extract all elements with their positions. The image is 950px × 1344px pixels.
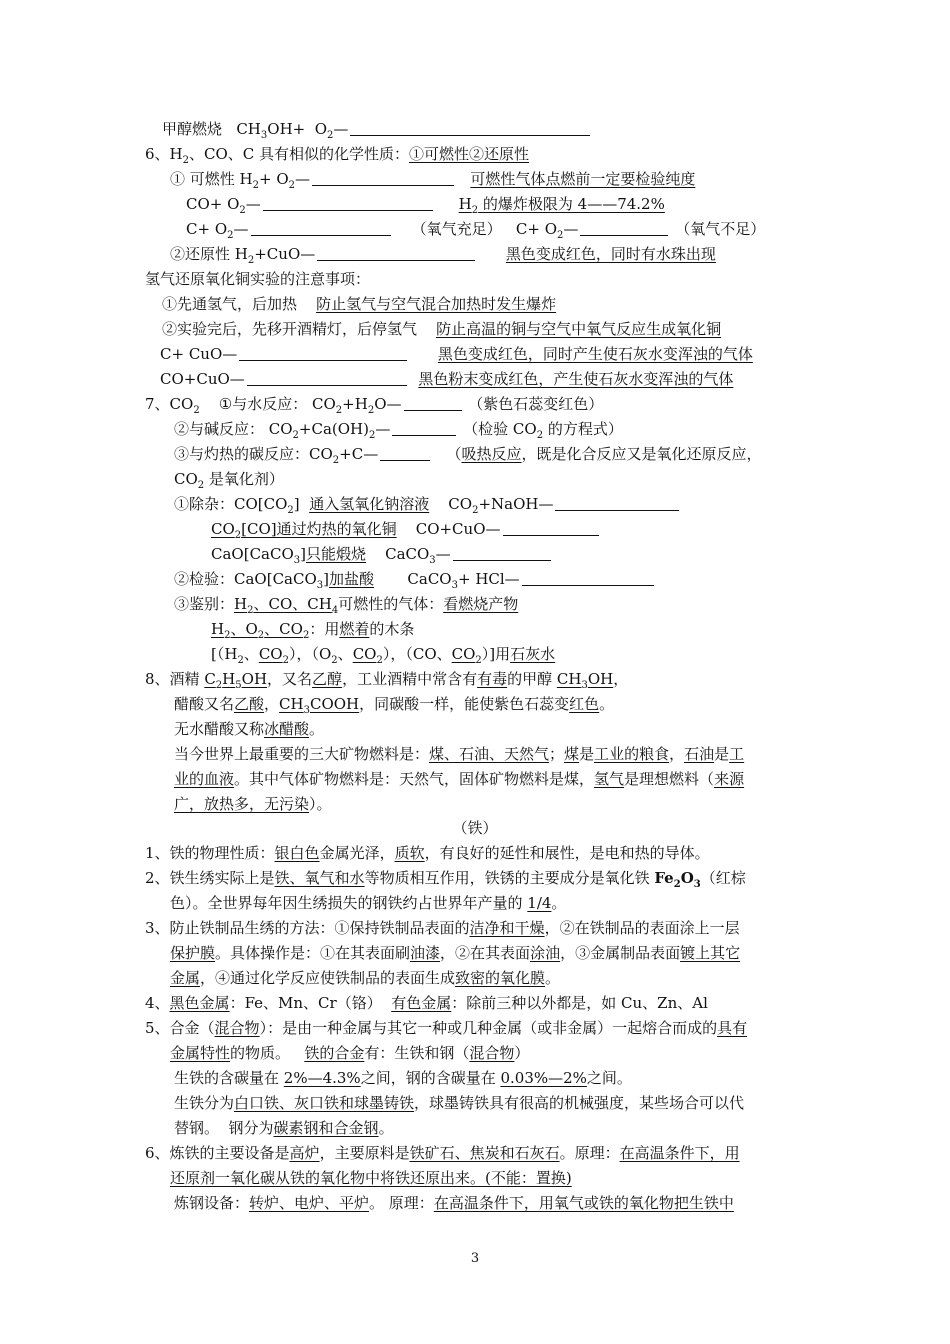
methanol-line bbox=[162, 119, 592, 139]
iron-text: 金属光泽， bbox=[319, 844, 395, 862]
iron-text: ：Fe、Mn、Cr（铬） bbox=[229, 994, 382, 1012]
item6-properties: ①可燃性②还原性 bbox=[409, 145, 530, 163]
answer-blank bbox=[317, 246, 475, 261]
impurity-label-3: CaO[CaCO$_3$] bbox=[211, 545, 306, 566]
test-method: 加盐酸 bbox=[329, 570, 375, 588]
iron-item-5-cont bbox=[170, 1043, 529, 1063]
identify-line-3 bbox=[211, 644, 555, 664]
identify-method-2a: ：用 bbox=[309, 620, 340, 638]
precaution-1-reason: 防止氢气与空气混合加热时发生爆炸 bbox=[316, 295, 557, 313]
iron-text: 2、铁生绣实际上是 bbox=[145, 869, 275, 887]
ideal-fuel-reason: 来源 bbox=[714, 770, 745, 788]
c-cuo-equation: C+ CuO— bbox=[160, 345, 238, 363]
iron-item-5 bbox=[145, 1018, 747, 1038]
rust-ratio: 1/4 bbox=[527, 894, 552, 912]
precaution-2-text: ②实验完后，先移开酒精灯，后停氢气 bbox=[162, 320, 418, 338]
combustibility-line bbox=[170, 169, 695, 189]
ethanol-formula: $C_2H_5OH$ bbox=[204, 670, 268, 691]
oil-desc: 业的血液 bbox=[174, 770, 235, 788]
carbon-reaction-line-2 bbox=[174, 469, 284, 489]
iron-text: 。 bbox=[551, 894, 567, 912]
oxygen-insufficient: （氧气不足） bbox=[675, 220, 766, 238]
answer-blank bbox=[312, 171, 454, 186]
identify-label: ③鉴别： bbox=[174, 595, 235, 613]
ironmaking-principle: 还原剂一氧化碳从铁的氧化物中将铁还原出来。(不能：置换) bbox=[170, 1169, 572, 1187]
answer-blank bbox=[503, 521, 599, 536]
identify-method-2b: 燃着 bbox=[339, 620, 370, 638]
fuels-line-3 bbox=[174, 794, 332, 814]
iron-text: 生铁的含碳量在 bbox=[174, 1069, 284, 1087]
raw-materials: 铁矿石、焦炭和石灰石 bbox=[409, 1144, 560, 1162]
fuels-text: 是理想燃料（ bbox=[624, 770, 715, 788]
impurity-eq-3: CaCO$_3$— bbox=[385, 545, 451, 566]
item6-text: 6、$H_2$、CO、C 具有相似的化学性质： bbox=[145, 145, 410, 166]
paint-word: 油漆 bbox=[410, 944, 441, 962]
iron-text: 。 原理： bbox=[369, 1194, 434, 1212]
pig-iron-kinds: 白口铁、灰口铁和球墨铸铁 bbox=[234, 1094, 415, 1112]
methanol-reactants: $CH_3OH+$ $O_2—$ bbox=[236, 120, 349, 141]
acetic-text: ， bbox=[264, 695, 280, 713]
iron-item-3-cont bbox=[170, 943, 740, 963]
glacial-acetic-name: 冰醋酸 bbox=[264, 720, 310, 738]
answer-blank bbox=[522, 571, 654, 586]
identify-gases-2: $H_2$、$O_2$、$CO_2$ bbox=[211, 620, 310, 641]
precaution-2-reason: 防止高温的铜与空气中氧气反应生成氧化铜 bbox=[436, 320, 722, 338]
fuels-text: 。其中气体矿物燃料是：天然气，固体矿物燃料是煤， bbox=[234, 770, 595, 788]
acetic-name: 乙酸 bbox=[234, 695, 265, 713]
iron-text: ） bbox=[514, 1044, 530, 1062]
impurity-line-2 bbox=[211, 519, 601, 539]
mixture-word: 混合物 bbox=[469, 1044, 515, 1062]
iron-item-1 bbox=[145, 843, 710, 863]
iron-text: 。具体操作是：①在其表面刷 bbox=[215, 944, 411, 962]
co-o2-equation: $CO+ O_2—$ bbox=[186, 195, 261, 216]
rust-cause: 铁、氧气和水 bbox=[274, 869, 365, 887]
iron-alloy: 铁的合金 bbox=[304, 1044, 365, 1062]
iron-text: ，④通过化学反应使铁制品的表面生成 bbox=[200, 969, 456, 987]
identify-line-1 bbox=[174, 594, 518, 614]
test-label: ②检验：CaO[CaCO$_3$] bbox=[174, 570, 329, 591]
pig-iron-carbon: 2%—4.3% bbox=[283, 1069, 361, 1087]
water-reaction: ①与水反应： $CO_2+H_2O—$ bbox=[218, 395, 402, 416]
three-fuels: 煤、石油、天然气 bbox=[429, 745, 550, 763]
answer-blank bbox=[380, 446, 430, 461]
base-reaction-line bbox=[174, 419, 623, 439]
base-note: （检验 $CO_2$ 的方程式） bbox=[463, 420, 623, 441]
iron-text: 1、铁的物理性质： bbox=[145, 844, 275, 862]
impurity-eq-2: CO+CuO— bbox=[415, 520, 501, 538]
precaution-1 bbox=[162, 294, 556, 314]
co-cuo-line bbox=[160, 369, 733, 389]
c-o2-line bbox=[186, 219, 765, 239]
c-cuo-observation: 黑色变成红色，同时产生使石灰水变浑浊的气体 bbox=[437, 345, 753, 363]
test-eq: CaCO$_3$+ HCl— bbox=[407, 570, 520, 591]
iron-text: 4、 bbox=[145, 994, 170, 1012]
carbon-note-text: ，既是化合反应又是氧化还原反应， bbox=[521, 445, 762, 463]
fuels-line-1 bbox=[174, 744, 744, 764]
item7-label: 7、$CO_2$ bbox=[145, 395, 200, 416]
answer-blank bbox=[404, 396, 462, 411]
identify-gases: $H_2$、CO、$CH_4$ bbox=[234, 595, 339, 616]
co-o2-line bbox=[186, 194, 665, 214]
fuels-line-2 bbox=[174, 769, 744, 789]
iron-text: 有：生铁和钢（ bbox=[364, 1044, 470, 1062]
co-cuo-observation: 黑色粉末变成红色，产生使石灰水变浑浊的气体 bbox=[418, 370, 734, 388]
answer-blank bbox=[453, 546, 551, 561]
co-cuo-equation: CO+CuO— bbox=[160, 370, 245, 388]
iron-text: 6、炼铁的主要设备是 bbox=[145, 1144, 290, 1162]
identify-method: 看燃烧产物 bbox=[443, 595, 519, 613]
answer-blank bbox=[392, 421, 456, 436]
red-word: 红色 bbox=[569, 695, 600, 713]
alcohol-text: 8、酒精 bbox=[145, 670, 205, 688]
carbon-note-endothermic: 吸热反应 bbox=[461, 445, 522, 463]
iron-kinds-line bbox=[174, 1093, 744, 1113]
iron-text: 的物质。 bbox=[230, 1044, 291, 1062]
identify-mid: 可燃性的气体： bbox=[338, 595, 444, 613]
alcohol-text: ，工业酒精中常含有 bbox=[342, 670, 478, 688]
iron-carbon-line bbox=[174, 1068, 632, 1088]
fuels-text: 是 bbox=[579, 745, 595, 763]
iron-text: ，③金属制品表面 bbox=[560, 944, 681, 962]
iron-item-6-cont bbox=[170, 1168, 572, 1188]
impurity-method-1: 通入氢氧化钠溶液 bbox=[309, 495, 430, 513]
answer-blank bbox=[580, 221, 668, 236]
steelmaking-line bbox=[174, 1193, 734, 1213]
reducibility-label: ②还原性 $H_2+CuO—$ bbox=[170, 245, 316, 266]
acetic-text: 。 bbox=[599, 695, 615, 713]
plating-word: 金属 bbox=[170, 969, 201, 987]
identify-groups: [（$H_2$、$CO_2$），（$O_2$、$CO_2$），（CO、$CO_2$）]用 bbox=[211, 645, 511, 666]
iron-text: 。 bbox=[378, 1119, 394, 1137]
test-line bbox=[174, 569, 656, 589]
answer-blank bbox=[350, 121, 590, 136]
iron-text: 。原理： bbox=[559, 1144, 620, 1162]
glacial-text: 。 bbox=[309, 720, 325, 738]
impurity-line-3 bbox=[211, 544, 553, 564]
identify-method-2c: 的木条 bbox=[369, 620, 415, 638]
oil-word: 石油 bbox=[684, 745, 715, 763]
steelmaking-equipment: 转炉、电炉、平炉 bbox=[249, 1194, 370, 1212]
reducibility-observation: 黑色变成红色，同时有水珠出现 bbox=[505, 245, 716, 263]
reducibility-line bbox=[170, 244, 716, 264]
iron-text: ，有良好的延性和展性，是电和热的导体。 bbox=[424, 844, 710, 862]
alcohol-line-1 bbox=[145, 669, 628, 689]
iron-text: 生铁分为 bbox=[174, 1094, 235, 1112]
page-number: 3 bbox=[470, 1251, 480, 1266]
oil-desc: 工 bbox=[729, 745, 745, 763]
clean-dry: 洁净和干燥 bbox=[469, 919, 545, 937]
combustibility-label: ① 可燃性 $H_2+$ $O_2—$ bbox=[170, 170, 311, 191]
iron-text: 。 bbox=[545, 969, 561, 987]
combustible-gas-note: 可燃性气体点燃前一定要检验纯度 bbox=[470, 170, 696, 188]
iron-text: ：除前三种以外都是，如 Cu、Zn、Al bbox=[451, 994, 708, 1012]
methanol-label: 甲醇燃烧 bbox=[162, 120, 223, 138]
iron-oxide-formula: $Fe_2O_3$ bbox=[654, 869, 701, 890]
fuels-text: 当今世界上最重要的三大矿物燃料是： bbox=[174, 745, 430, 763]
acetic-text: ，同碳酸一样，能使紫色石蕊变 bbox=[359, 695, 570, 713]
steel-kinds: 碳素钢和合金钢 bbox=[273, 1119, 379, 1137]
iron-text: 3、防止铁制品生绣的方法：①保持铁制品表面的 bbox=[145, 919, 470, 937]
iron-kinds-line-2 bbox=[174, 1118, 394, 1138]
ideal-fuel-reason: 广，放热多，无污染 bbox=[174, 795, 310, 813]
carbon-reaction-line: ③与灼热的碳反应：$CO_2+C—$ （吸热反应，既是化合反应又是氧化还原反应， bbox=[174, 445, 762, 466]
iron-text: （红棕 bbox=[700, 869, 746, 887]
carbon-note-oxidant: $CO_2$ 是氧化剂） bbox=[174, 470, 284, 491]
carbon-reaction: ③与灼热的碳反应：$CO_2+C—$ bbox=[174, 445, 379, 466]
iron-text: 之间。 bbox=[586, 1069, 632, 1087]
acetic-text: 醋酸又名 bbox=[174, 695, 235, 713]
fuels-text: ， bbox=[669, 745, 685, 763]
iron-text: 5、合金（ bbox=[145, 1019, 215, 1037]
silver-white: 银白色 bbox=[274, 844, 320, 862]
item7-line bbox=[145, 394, 603, 414]
acetic-formula: $CH_3COOH$ bbox=[279, 695, 360, 716]
iron-heading-text: （铁） bbox=[452, 819, 498, 837]
precaution-2 bbox=[162, 319, 721, 339]
fuels-text: ）。 bbox=[309, 795, 332, 813]
base-reaction: ②与碱反应： $CO_2+Ca(OH)_2—$ bbox=[174, 420, 391, 441]
coal-desc: 工业的粮食 bbox=[594, 745, 670, 763]
glacial-text: 无水醋酸又称 bbox=[174, 720, 265, 738]
metal-property: 具有 bbox=[717, 1019, 748, 1037]
c-cuo-line bbox=[160, 344, 753, 364]
dense-oxide-film: 致密的氧化膜 bbox=[455, 969, 546, 987]
oxygen-sufficient: （氧气充足） bbox=[411, 220, 502, 238]
iron-text: ，球墨铸铁具有很高的机械强度，某些场合可以代 bbox=[414, 1094, 745, 1112]
soft-word: 质软 bbox=[394, 844, 425, 862]
ethanol-name: 乙醇 bbox=[312, 670, 343, 688]
alcohol-text: 的甲醇 bbox=[507, 670, 557, 688]
methanol-formula: $CH_3OH$ bbox=[556, 670, 614, 691]
iron-item-2-cont bbox=[170, 893, 566, 913]
iron-text: ，②在其表面 bbox=[440, 944, 531, 962]
blast-furnace: 高炉 bbox=[289, 1144, 320, 1162]
answer-blank bbox=[247, 371, 407, 386]
steel-carbon: 0.03%—2% bbox=[500, 1069, 587, 1087]
metal-property: 金属特性 bbox=[170, 1044, 231, 1062]
impurity-eq-1: $CO_2+NaOH—$ bbox=[448, 495, 554, 516]
iron-item-3 bbox=[145, 918, 740, 938]
coal-word: 煤 bbox=[564, 745, 580, 763]
h2-explosion-limit: $H_2$ 的爆炸极限为 4——74.2% bbox=[458, 195, 665, 216]
toxic-word: 有毒 bbox=[477, 670, 508, 688]
item6-line bbox=[145, 144, 529, 164]
impurity-label-1: ①除杂：$CO[CO_2]$ bbox=[174, 495, 300, 516]
iron-heading bbox=[0, 818, 950, 838]
iron-text: 色）。全世界每年因生绣损失的钢铁约占世界年产量的 bbox=[170, 894, 528, 912]
nonferrous-metals: 有色金属 bbox=[391, 994, 452, 1012]
c-o2-equation-b: $C+ O_2—$ bbox=[515, 220, 579, 241]
iron-item-4 bbox=[145, 993, 708, 1013]
iron-text: ，②在铁制品的表面涂上一层 bbox=[544, 919, 740, 937]
iron-text: 等物质相互作用，铁锈的主要成分是氧化铁 bbox=[364, 869, 655, 887]
identify-groups-method: 石灰水 bbox=[510, 645, 556, 663]
c-o2-equation-a: $C+ O_2—$ bbox=[186, 220, 249, 241]
impurity-method-2: $CO_2[CO]$通过灼热的氧化铜 bbox=[211, 520, 397, 541]
answer-blank bbox=[239, 346, 407, 361]
alcohol-text: ， bbox=[613, 670, 629, 688]
impurity-method-3: 只能煅烧 bbox=[306, 545, 367, 563]
plating-word: 镀上其它 bbox=[680, 944, 741, 962]
hydrogen-word: 氢气 bbox=[594, 770, 625, 788]
precautions-title bbox=[145, 269, 370, 289]
answer-blank bbox=[555, 496, 679, 511]
iron-item-3-cont2 bbox=[170, 968, 560, 988]
iron-text: 炼钢设备： bbox=[174, 1194, 250, 1212]
water-note: （紫色石蕊变红色） bbox=[468, 395, 604, 413]
protective-film: 保护膜 bbox=[170, 944, 216, 962]
ferrous-metals: 黑色金属 bbox=[169, 994, 230, 1012]
precautions-title-text: 氢气还原氧化铜实验的注意事项： bbox=[145, 270, 371, 288]
mixture-word: 混合物 bbox=[214, 1019, 260, 1037]
iron-item-6 bbox=[145, 1143, 740, 1163]
impurity-line-1 bbox=[174, 494, 681, 514]
alcohol-text: ，又名 bbox=[267, 670, 313, 688]
iron-text: 之间，钢的含碳量在 bbox=[360, 1069, 501, 1087]
alcohol-line-3 bbox=[174, 719, 324, 739]
alcohol-line-2 bbox=[174, 694, 614, 714]
iron-item-2 bbox=[145, 868, 746, 888]
iron-text: ，主要原料是 bbox=[319, 1144, 410, 1162]
fuels-text: 是 bbox=[714, 745, 730, 763]
precaution-1-text: ①先通氢气，后加热 bbox=[162, 295, 298, 313]
oil-coat-word: 涂油 bbox=[530, 944, 561, 962]
iron-text: ）：是由一种金属与其它一种或几种金属（或非金属）一起熔合而成的 bbox=[259, 1019, 718, 1037]
ironmaking-principle: 在高温条件下，用 bbox=[619, 1144, 740, 1162]
steelmaking-principle: 在高温条件下，用氧气或铁的氧化物把生铁中 bbox=[433, 1194, 734, 1212]
identify-line-2 bbox=[211, 619, 414, 639]
answer-blank bbox=[263, 196, 433, 211]
fuels-text: ； bbox=[549, 745, 565, 763]
iron-text: 替钢。 钢分为 bbox=[174, 1119, 274, 1137]
answer-blank bbox=[251, 221, 391, 236]
